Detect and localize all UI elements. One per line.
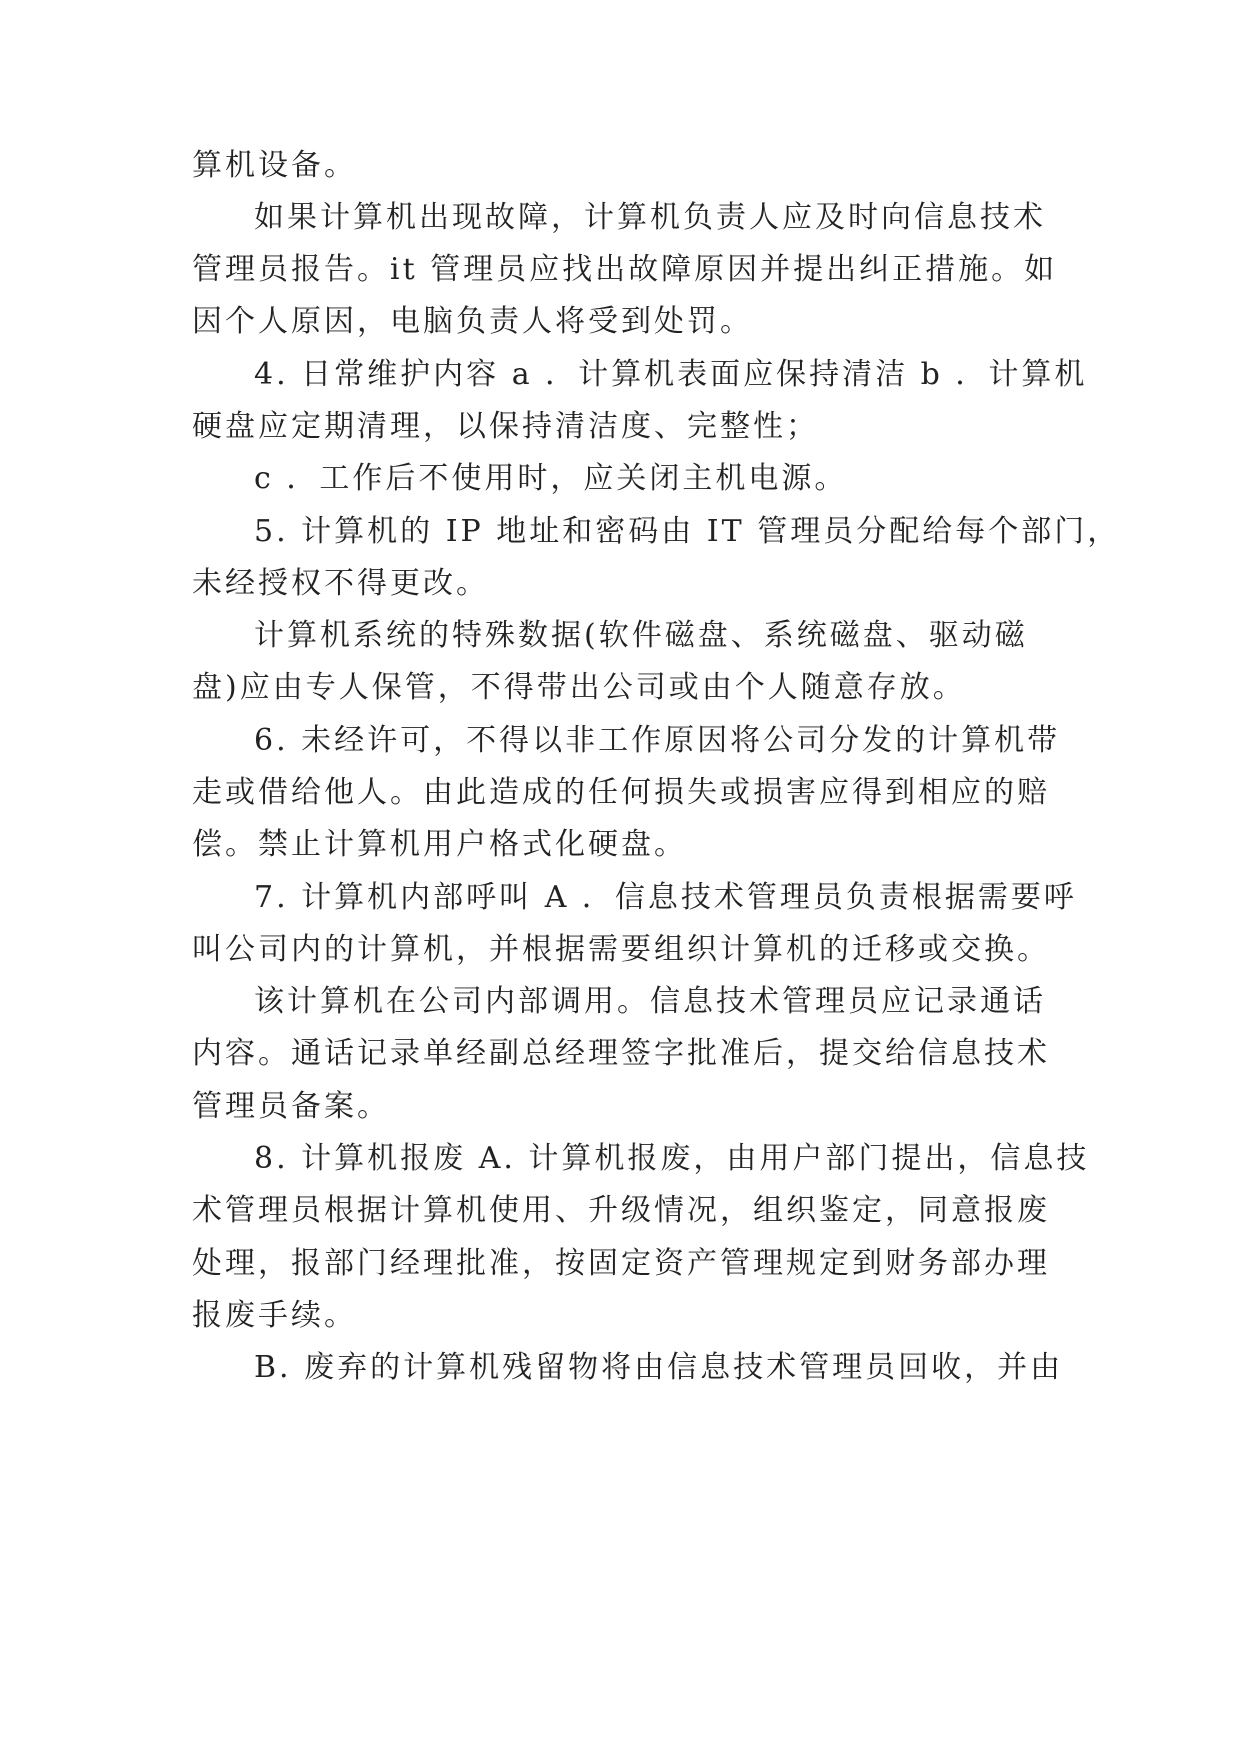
text-line: 算机设备。 bbox=[192, 148, 357, 183]
text-line: 未经授权不得更改。 bbox=[192, 566, 489, 601]
text-line: 如果计算机出现故障，计算机负责人应及时向信息技术 bbox=[254, 200, 1046, 235]
text-line: 管理员报告。it 管理员应找出故障原因并提出纠正措施。如 bbox=[192, 252, 1058, 287]
text-line: 6. 未经许可，不得以非工作原因将公司分发的计算机带 bbox=[254, 723, 1061, 758]
text-line: 该计算机在公司内部调用。信息技术管理员应记录通话 bbox=[254, 984, 1046, 1019]
text-line: 管理员备案。 bbox=[192, 1089, 390, 1124]
text-line: 处理，报部门经理批准，按固定资产管理规定到财务部办理 bbox=[192, 1246, 1050, 1281]
text-line: 4. 日常维护内容 a ．计算机表面应保持清洁 b ．计算机 bbox=[254, 357, 1088, 392]
text-line: 偿。禁止计算机用户格式化硬盘。 bbox=[192, 827, 687, 862]
text-line: 走或借给他人。由此造成的任何损失或损害应得到相应的赔 bbox=[192, 775, 1050, 810]
text-line: 报废手续。 bbox=[192, 1298, 357, 1333]
text-line: 术管理员根据计算机使用、升级情况，组织鉴定，同意报废 bbox=[192, 1193, 1050, 1228]
text-line: 8. 计算机报废 A. 计算机报废，由用户部门提出，信息技 bbox=[254, 1141, 1090, 1176]
text-line: 硬盘应定期清理，以保持清洁度、完整性； bbox=[192, 409, 819, 444]
text-line: c ．工作后不使用时，应关闭主机电源。 bbox=[254, 461, 848, 496]
text-line: 5. 计算机的 IP 地址和密码由 IT 管理员分配给每个部门， bbox=[254, 514, 1121, 549]
text-line: 内容。通话记录单经副总经理签字批准后，提交给信息技术 bbox=[192, 1036, 1050, 1071]
text-line: 计算机系统的特殊数据(软件磁盘、系统磁盘、驱动磁 bbox=[254, 618, 1028, 653]
text-line: B. 废弃的计算机残留物将由信息技术管理员回收，并由 bbox=[254, 1350, 1064, 1385]
text-line: 叫公司内的计算机，并根据需要组织计算机的迁移或交换。 bbox=[192, 932, 1050, 967]
text-line: 盘)应由专人保管，不得带出公司或由个人随意存放。 bbox=[192, 670, 966, 705]
text-line: 7. 计算机内部呼叫 A ．信息技术管理员负责根据需要呼 bbox=[254, 880, 1077, 915]
text-line: 因个人原因，电脑负责人将受到处罚。 bbox=[192, 304, 753, 339]
